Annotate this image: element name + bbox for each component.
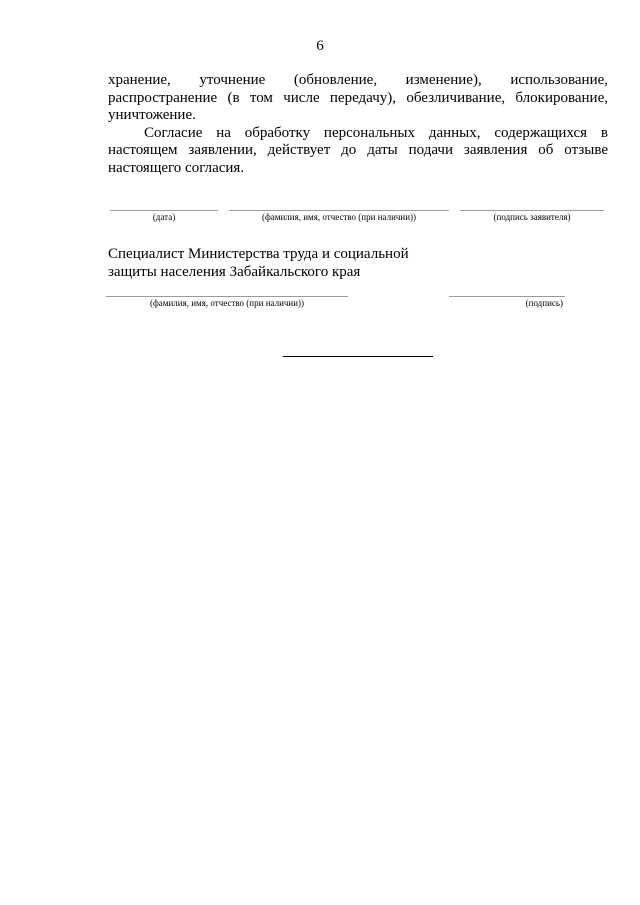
specialist-title-line2: защиты населения Забайкальского края [108,263,361,280]
applicant-name-field [229,210,449,222]
name-caption: (фамилия, имя, отчество (при наличии)) [261,212,417,222]
specialist-signature-field [449,296,565,308]
document-end-line [283,356,433,357]
date-caption: (дата) [152,212,176,222]
page-number: 6 [316,38,324,54]
consent-text [108,72,608,177]
applicant-date-field [110,210,218,222]
applicant-signature-field [460,210,604,222]
specialist-name-caption: (фамилия, имя, отчество (при наличии)) [149,298,305,308]
specialist-title-line1: Специалист Министерства труда и социальной [108,246,409,262]
specialist-signature-caption: (подпись) [525,298,563,308]
specialist-title [108,246,409,281]
consent-paragraph-processing: хранение, уточнение (обновление, изменение), использование, распространение (в том числе передачу), обезличивание, блокирование, уничтожение. [108,72,608,123]
specialist-name-field [106,296,348,308]
signature-caption: (подпись заявителя) [493,212,571,222]
consent-paragraph-validity: Согласие на обработку персональных данных, содержащихся в настоящем заявлении, действует до даты подачи заявления об отзыве настоящего согласия. [108,124,608,176]
